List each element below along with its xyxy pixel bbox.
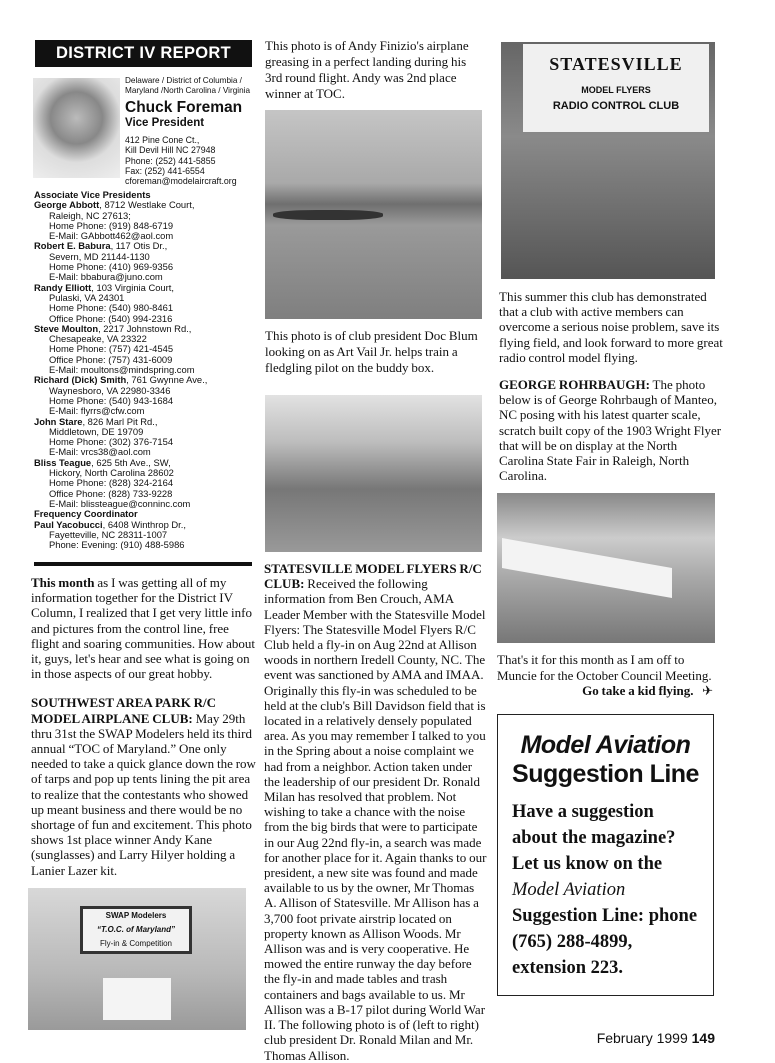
contact-line[interactable]: E-Mail: bbabura@juno.com [49,271,163,283]
contact-line: Home Phone: (919) 848-6719 [49,219,174,231]
ad-title-2: Suggestion Line [512,760,699,789]
right-column [497,42,723,996]
banner-text: MODEL FLYERS [581,85,651,95]
contact-address: , 625 5th Ave., SW, [91,456,171,468]
george-paragraph [499,377,723,483]
contact-line: Pulaski, VA 24301 [49,291,125,303]
ad-phone: (765) 288-4899, [512,932,633,953]
contact-line[interactable]: E-Mail: blissteague@conninc.com [49,497,191,509]
caption-2: This photo is of club president Doc Blum looking on as Art Vail Jr. helps train a fledgling pilot on the buddy box. [265,328,478,375]
contact-address: , 8712 Westlake Court, [99,199,195,211]
divider [34,562,252,566]
contact-line: Middletown, DE 19709 [49,425,144,437]
vp-city: Kill Devil Hill NC 27948 [125,145,216,156]
vp-title: Vice President [125,117,205,129]
banner-text: RADIO CONTROL CLUB [552,100,680,112]
suggestion-line-ad [497,714,714,996]
contact-line: Fayetteville, NC 28311-1007 [49,528,168,540]
contact-line: Home Phone: (410) 969-9356 [49,261,174,273]
swap-photo [28,888,246,1030]
statesville-heading: STATESVILLE MODEL FLYERS R/C CLUB: [264,561,482,592]
contact-entry [34,283,258,324]
contact-line: Home Phone: (540) 943-1684 [49,394,174,406]
vp-name: Chuck Foreman [125,99,243,116]
contact-name: Paul Yacobucci [34,518,103,530]
contact-line: Office Phone: (757) 431-6009 [49,353,173,365]
contact-line: Phone: Evening: (910) 488-5986 [49,539,185,551]
george-heading: GEORGE ROHRBAUGH: [499,377,650,393]
contact-line[interactable]: E-Mail: vrcs38@aol.com [49,446,151,458]
contact-address: , 103 Virginia Court, [91,281,174,293]
contact-entry [34,375,258,416]
buddy-box-photo [265,395,482,552]
vp-block [125,76,260,186]
issue-date: February 1999 [596,1030,688,1046]
contact-entry [34,324,258,375]
swap-text: May 29th thru 31st the SWAP Modelers held its third annual “TOC of Maryland.” One only needed to take a quick glance down the row of tarps and pop up tents lining the pit area to realize that the contestants who showed up meant business and there would be no shortage of fun and excitement. This photo shows 1st place winner Andy Kane (sunglasses) and Larry Hilyer holding a Lanier Lazer kit. [31,710,256,878]
caption-1: This photo is of Andy Finizio's airplane greasing in a perfect landing during his 3rd round flight. Andy was 2nd place winner at TOC. [265,38,469,101]
ad-line: about the magazine? [512,828,676,849]
portrait-photo [33,78,120,178]
left-column-body [31,575,259,1030]
signoff-text: Go take a kid flying. [582,682,694,698]
contact-line[interactable]: E-Mail: flyrrs@cfw.com [49,405,145,417]
vp-region: Delaware / District of Columbia / Maryland /North Carolina / Virginia [125,76,250,95]
closing-paragraph: That's it for this month as I am off to Muncie for the October Council Meeting. [497,652,712,683]
contact-entry [34,417,258,458]
page-footer [500,1030,715,1046]
intro-text: as I was getting all of my information together for the District IV Column, I realized that I get very little info and pictures from the control line, free flight and soaring communities. How about it, guys, let's hear and see what is going on in those aspects of our great hobby. [31,575,256,682]
page-number: 149 [691,1030,715,1046]
contact-address: , 761 Gwynne Ave., [126,374,208,386]
contact-name: Robert E. Babura [34,240,111,252]
contact-line[interactable]: E-Mail: GAbbott462@aol.com [49,230,174,242]
summer-paragraph: This summer this club has demonstrated that a club with active members can overcome a serious noise problem, save its flying field, and look forward to more great radio control model flying. [499,289,723,365]
statesville-paragraph [264,561,488,1063]
contact-line: Home Phone: (757) 421-4545 [49,343,174,355]
contact-address: , 117 Otis Dr., [110,240,168,252]
sign-text: SWAP Modelers [105,910,167,920]
airplane-icon: ✈ [702,682,713,698]
statesville-text: Received the following information from Ben Crouch, AMA Leader Member with the Statesville Model Flyers: The Statesville Model Flyers R/C Club held a fly-in on Aug 22nd at Allison woods in northern Iredell County, NC. The event was sanctioned by AMA and IMAA. Originally this fly-in was scheduled to be held at the club's Bill Davidson field that is located in a relatively densely populated area. As you may remember I talked to you in the Spring about a noise complaint we had from a neighbor. Action taken under the leadership of our president Dr. Ronald Milan has resolved that problem. Not wishing to take a chance with the noise from the big birds that were to participate in our Aug 22nd fly-in, a search was made for another place for it. Again thanks to our president, a new site was found and made available to us by the owner, Mr Thomas A. Allison of Statesville. Mr Allison has a 3,700 foot private airstrip located on property known as Allison Woods. Mr Allison was and is very cooperative. He mowed the entire runway the day before the fly-in and made tables and trash containers and bags available to us. Mr Allison was a B-17 pilot during World War II. The following photo is of (left to right) club president Dr. Ronald Milan and Mr. Thomas Allison. [264,576,487,1063]
contact-line: Severn, MD 21144-1130 [49,250,150,262]
vp-phone: Phone: (252) 441-5855 [125,155,216,166]
george-text: The photo below is of George Rohrbaugh of Manteo, NC posing with his latest quarter scale, scratch built copy of the 1903 Wright Flyer that will be on display at the North Carolina State Fair in Raleigh, North Carolina. [499,377,722,484]
contact-entry [34,241,258,282]
contact-address: , 826 Marl Pit Rd., [82,415,158,427]
contact-name: Richard (Dick) Smith [34,374,127,386]
ad-line: Model Aviation [512,880,626,901]
contact-name: Randy Elliott [34,281,92,293]
contact-line: Chesapeake, VA 23322 [49,333,147,345]
contact-line: Office Phone: (828) 733-9228 [49,487,173,499]
contact-line[interactable]: E-Mail: moultons@mindspring.com [49,364,195,376]
contact-name: George Abbott [34,199,100,211]
sign-text: Fly-in & Competition [99,938,173,948]
contact-address: , 6408 Winthrop Dr., [102,518,186,530]
contact-address: , 2217 Johnstown Rd., [98,322,192,334]
contact-line: Home Phone: (540) 980-8461 [49,302,174,314]
club-banner-photo [501,42,715,279]
signoff [497,683,713,698]
contact-line: Home Phone: (828) 324-2164 [49,477,174,489]
swap-heading: SOUTHWEST AREA PARK R/C MODEL AIRPLANE CLUB: [31,695,217,726]
ad-line: Suggestion Line: phone [512,906,698,927]
swap-paragraph [31,695,259,877]
contact-name: Bliss Teague [34,456,92,468]
assoc-heading: Associate Vice Presidents [34,189,151,200]
vp-email[interactable]: cforeman@modelaircraft.org [125,176,237,187]
contact-entry [34,520,258,551]
contact-list [34,190,258,550]
sign-text: “T.O.C. of Maryland” [96,924,176,934]
freq-heading: Frequency Coordinator [34,508,138,520]
contact-line: Office Phone: (540) 994-2316 [49,312,173,324]
banner-text: STATESVILLE [549,54,683,74]
contact-line: Waynesboro, VA 22980-3346 [49,384,171,396]
contact-entry [34,200,258,241]
ad-title-1: Model Aviation [520,731,691,760]
intro-lead: This month [31,575,95,590]
contact-name: Steve Moulton [34,322,99,334]
contact-line: Home Phone: (302) 376-7154 [49,436,174,448]
ad-line: Have a suggestion [512,802,654,823]
contact-name: John Stare [34,415,83,427]
vp-address: 412 Pine Cone Ct., [125,135,200,145]
contact-line: Hickory, North Carolina 28602 [49,467,174,479]
airplane-landing-photo [265,110,482,319]
contact-line: Raleigh, NC 27613; [49,209,131,221]
section-header: DISTRICT IV REPORT [35,40,252,67]
ad-line: Let us know on the [512,854,663,875]
ad-extension: extension 223. [512,958,623,979]
contact-entry [34,458,258,509]
vp-fax: Fax: (252) 441-6554 [125,165,205,176]
wright-flyer-photo [497,493,715,643]
intro-paragraph [31,575,259,681]
